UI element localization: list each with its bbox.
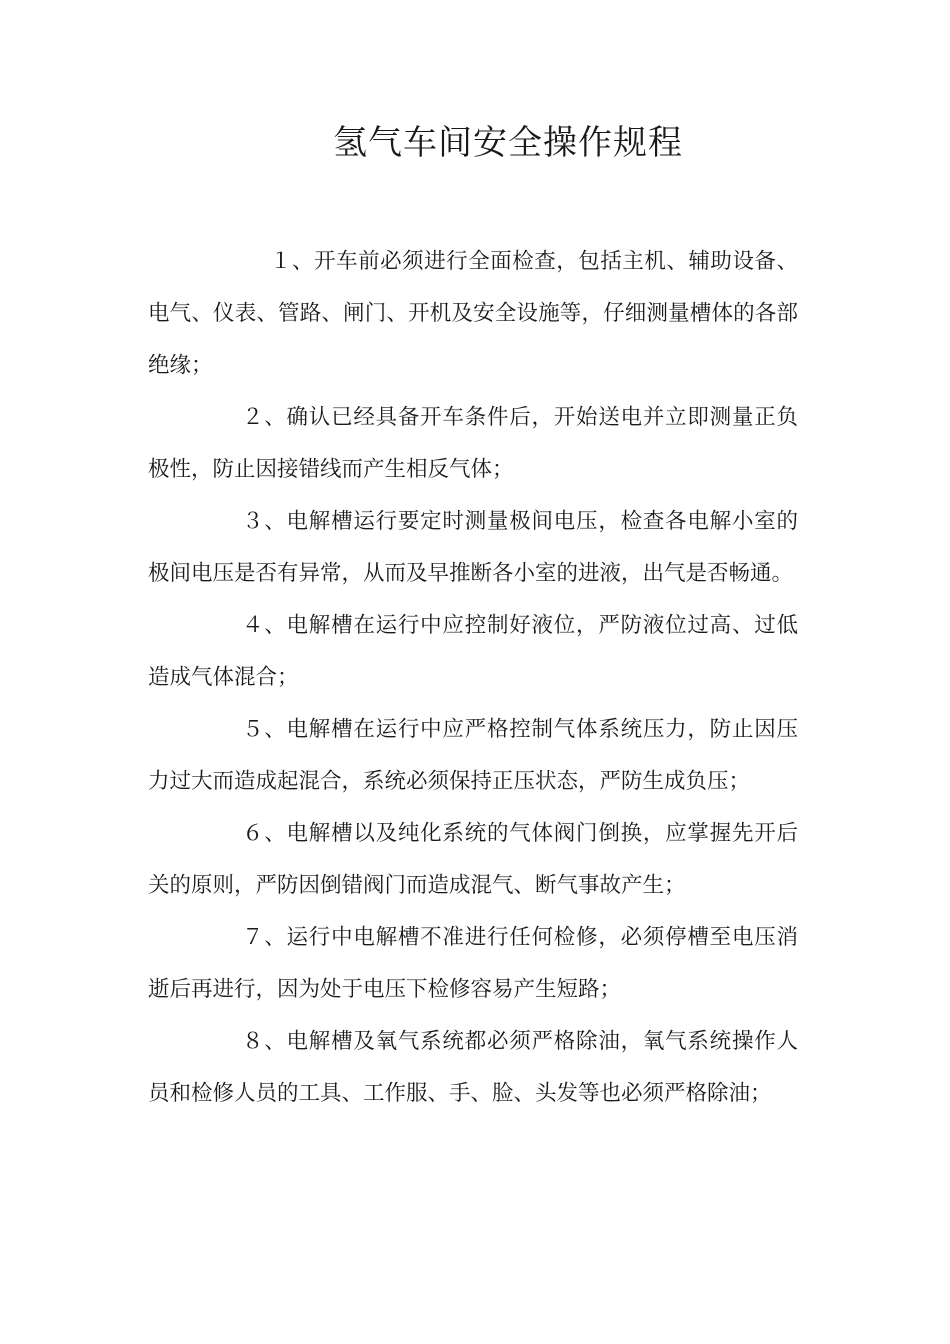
rule-paragraph-6: ６、电解槽以及纯化系统的气体阀门倒换，应掌握先开后关的原则，严防因倒错阀门而造成混气、断气事故产生； [148, 821, 798, 898]
rule-paragraph-2: ２、确认已经具备开车条件后，开始送电并立即测量正负极性，防止因接错线而产生相反气体； [148, 405, 798, 482]
rule-paragraph-8: ８、电解槽及氧气系统都必须严格除油，氧气系统操作人员和检修人员的工具、工作服、手、脸、头发等也必须严格除油； [148, 1029, 798, 1106]
rule-paragraph-7: ７、运行中电解槽不准进行任何检修，必须停槽至电压消逝后再进行，因为处于电压下检修容易产生短路； [148, 925, 798, 1002]
rule-paragraph-1: １、开车前必须进行全面检查，包括主机、辅助设备、电气、仪表、管路、闸门、开机及安全设施等，仔细测量槽体的各部绝缘； [148, 249, 798, 378]
document-title: 氢气车间安全操作规程 [333, 123, 683, 163]
rule-paragraph-3: ３、电解槽运行要定时测量极间电压，检查各电解小室的极间电压是否有异常，从而及早推断各小室的进液，出气是否畅通。 [148, 509, 798, 586]
rule-paragraph-4: ４、电解槽在运行中应控制好液位，严防液位过高、过低造成气体混合； [148, 613, 798, 690]
rule-paragraph-5: ５、电解槽在运行中应严格控制气体系统压力，防止因压力过大而造成起混合，系统必须保持正压状态，严防生成负压； [148, 717, 798, 794]
document-body [148, 236, 798, 1120]
